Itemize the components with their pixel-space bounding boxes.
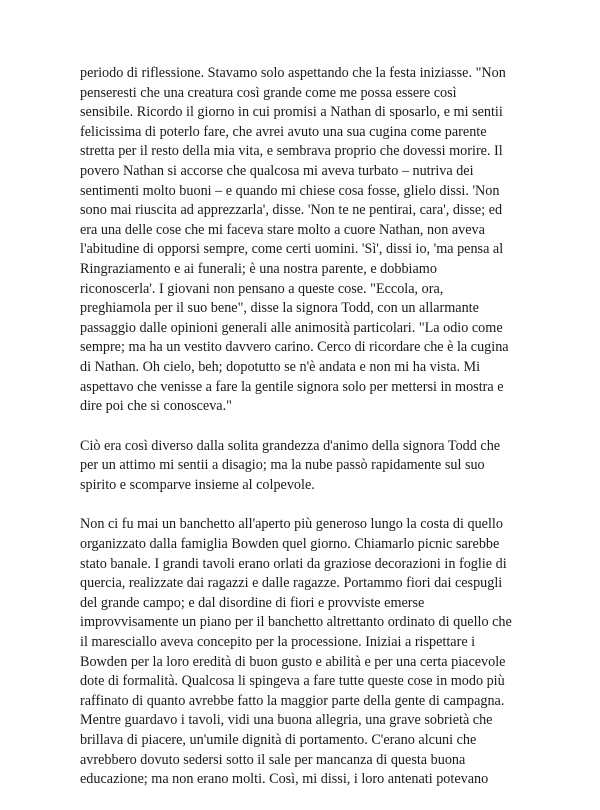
text-line: sentimenti molto buoni – e quando mi chiese cosa fosse, glielo dissi. 'Non	[80, 182, 500, 199]
text-line: di Nathan. Oh cielo, beh; dopotutto se n'è andata e non mi ha vista. Mi	[80, 358, 481, 375]
text-line: Ringraziamento e ai funerali; è una nostra parente, e dobbiamo	[80, 260, 437, 277]
text-line: avrebbero dovuto sedersi sotto il sale per mancanza di questa buona	[80, 751, 466, 768]
text-line: preghiamola per il suo bene", disse la signora Todd, con un allarmante	[80, 300, 479, 317]
text-line: stretta per il resto della mia vita, e sembrava proprio che dovessi morire. Il	[80, 143, 503, 160]
text-line: penseresti che una creatura così grande come me possa essere così	[80, 84, 457, 101]
text-line: il maresciallo aveva concepito per la processione. Iniziai a rispettare i	[80, 634, 476, 651]
text-line: periodo di riflessione. Stavamo solo aspettando che la festa iniziasse. "Non	[80, 65, 506, 81]
text-line: raffinato di quanto avrebbe fatto la maggior parte della gente di campagna.	[80, 692, 505, 709]
text-line: passaggio dalle opinioni generali alle animosità particolari. "La odio come	[80, 319, 503, 336]
text-line: felicissima di poterlo fare, che avrei avuto una sua cugina come parente	[80, 123, 487, 140]
text-line: spirito e scomparve insieme al colpevole.	[80, 476, 315, 493]
text-line: sempre; ma ha un vestito davvero carino. Cerco di ricordare che è la cugina	[80, 339, 509, 356]
text-line: povero Nathan si accorse che qualcosa mi aveva turbato – nutriva dei	[80, 162, 474, 179]
paragraph-3	[80, 515, 530, 789]
text-line: stato banale. I grandi tavoli erano orlati da graziose decorazioni in foglie di	[80, 555, 507, 572]
text-line: improvvisamente un piano per il banchetto altrettanto ordinato di quello che	[80, 614, 512, 631]
text-line: era una delle cose che mi faceva stare molto a cuore Nathan, non aveva	[80, 221, 485, 238]
text-line: organizzato dalla famiglia Bowden quel giorno. Chiamarlo picnic sarebbe	[80, 536, 500, 553]
text-line: del grande campo; e dal disordine di fiori e provviste emerse	[80, 594, 425, 611]
text-line: educazione; ma non erano molti. Così, mi dissi, i loro antenati potevano	[80, 771, 489, 788]
text-line: l'abitudine di opporsi sempre, come certi uomini. 'Sì', dissi io, 'ma pensa al	[80, 241, 504, 258]
text-line: sensibile. Ricordo il giorno in cui promisi a Nathan di sposarlo, e mi sentii	[80, 104, 503, 121]
text-line: sono mai riuscita ad apprezzarla', disse. 'Non te ne pentirai, cara', disse; ed	[80, 202, 503, 219]
text-line: Ciò era così diverso dalla solita grandezza d'animo della signora Todd che	[80, 437, 501, 454]
text-line: Bowden per la loro eredità di buon gusto e abilità e per una certa piacevole	[80, 653, 506, 670]
text-line: Mentre guardavo i tavoli, vidi una buona allegria, una grave sobrietà che	[80, 712, 493, 729]
paragraph-1	[80, 64, 530, 417]
body-text	[80, 64, 530, 810]
text-line: brillava di piacere, un'umile dignità di portamento. C'erano alcuni che	[80, 732, 477, 748]
text-line: riconoscerla'. I giovani non pensano a queste cose. "Eccola, ora,	[80, 280, 444, 297]
text-line: Non ci fu mai un banchetto all'aperto più generoso lungo la costa di quello	[80, 516, 503, 533]
text-line: quercia, realizzate dai ragazzi e dalle ragazze. Portammo fiori dai cespugli	[80, 575, 503, 592]
text-line: aspettavo che venisse a fare la gentile signora solo per mettersi in mostra e	[80, 378, 504, 395]
text-line: per un attimo mi sentii a disagio; ma la nube passò rapidamente sul suo	[80, 457, 485, 474]
text-line: dote di formalità. Qualcosa li spingeva a fare tutte queste cose in modo più	[80, 673, 505, 690]
paragraph-2	[80, 437, 530, 496]
text-line: dire poi che si conosceva."	[80, 398, 232, 415]
